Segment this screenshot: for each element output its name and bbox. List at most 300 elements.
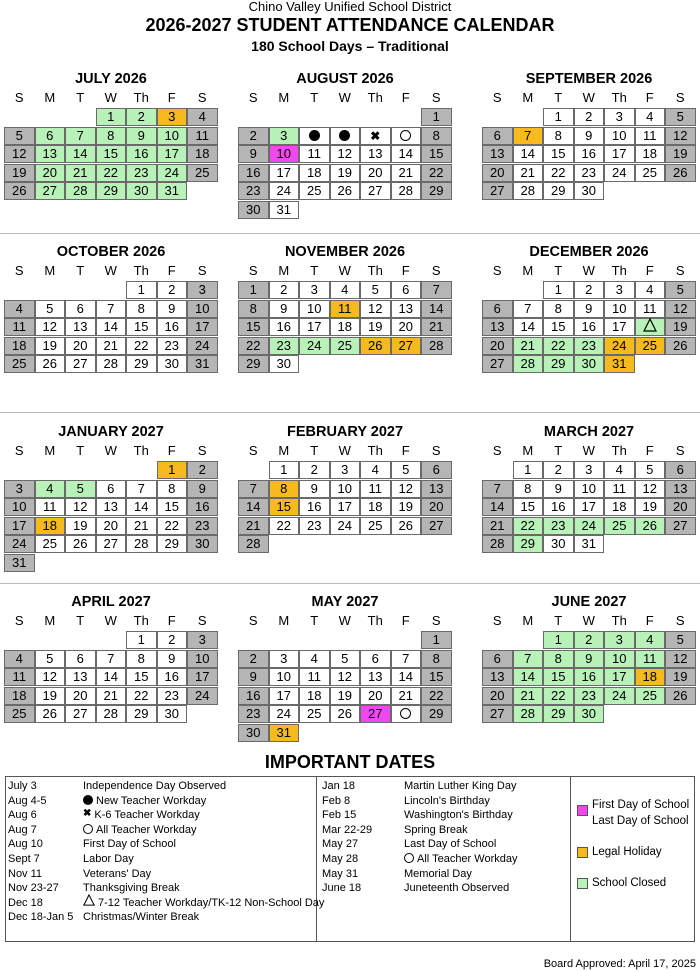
weekday-label: M [278, 613, 290, 628]
day-cell: 20 [35, 164, 66, 182]
day-cell: 29 [543, 182, 574, 200]
day-cell: 27 [35, 182, 66, 200]
day-cell: 24 [4, 535, 35, 553]
event-date: Sept 7 [8, 853, 40, 865]
day-cell: 22 [421, 164, 452, 182]
weekday-label: T [76, 443, 85, 458]
day-cell: 5 [330, 650, 361, 668]
weekday-label: W [582, 613, 595, 628]
day-cell: 2 [157, 281, 188, 299]
day-cell: 7 [96, 300, 127, 318]
weekday-label: W [338, 263, 351, 278]
weekday-label: S [14, 443, 24, 458]
weekday-label: S [14, 90, 24, 105]
day-cell: 5 [35, 650, 66, 668]
day-cell: 4 [635, 631, 666, 649]
day-cell: 1 [126, 281, 157, 299]
weekday-label: F [167, 613, 176, 628]
day-cell: 15 [421, 668, 452, 686]
day-cell: 30 [157, 355, 188, 373]
day-cell: 15 [269, 498, 300, 516]
weekday-label: S [197, 443, 207, 458]
day-cell: 16 [574, 318, 605, 336]
day-cell: 1 [157, 461, 188, 479]
day-cell: 21 [238, 517, 269, 535]
day-cell: 28 [96, 705, 127, 723]
day-cell: 16 [574, 668, 605, 686]
legend-label: Legal Holiday [592, 846, 662, 858]
day-cell: 28 [238, 535, 269, 553]
day-cell: 11 [4, 668, 35, 686]
day-cell: 28 [65, 182, 96, 200]
day-cell: 5 [391, 461, 422, 479]
day-cell: 13 [65, 318, 96, 336]
weekday-label: S [431, 443, 441, 458]
day-cell: 16 [157, 668, 188, 686]
day-cell: 1 [238, 281, 269, 299]
day-cell: 22 [238, 337, 269, 355]
day-cell: 9 [157, 300, 188, 318]
day-cell: 30 [574, 705, 605, 723]
weekday-label: W [104, 263, 117, 278]
event-text: Juneteenth Observed [404, 882, 510, 895]
event-text: Independence Day Observed [83, 780, 227, 792]
day-cell: 18 [360, 498, 391, 516]
day-cell: 27 [391, 337, 422, 355]
month-name: JUNE 2027 [551, 594, 627, 610]
day-cell: 21 [513, 337, 544, 355]
day-cell: 31 [157, 182, 188, 200]
weekday-label: M [44, 443, 56, 458]
day-cell: 18 [4, 687, 35, 705]
month-october-2026 [4, 243, 218, 403]
day-cell: 26 [330, 705, 361, 723]
day-cell [635, 318, 666, 336]
day-cell: 26 [65, 535, 96, 553]
day-cell: 19 [665, 318, 696, 336]
day-cell: 24 [574, 517, 605, 535]
event-description [83, 823, 196, 838]
day-cell: 18 [635, 145, 666, 163]
day-cell: 7 [421, 281, 452, 299]
day-cell: 24 [604, 687, 635, 705]
day-cell: 9 [574, 650, 605, 668]
weekday-label: T [310, 613, 319, 628]
day-cell: 23 [157, 337, 188, 355]
day-cell: 27 [65, 355, 96, 373]
legend-swatch [577, 805, 588, 816]
row-divider [0, 583, 700, 584]
day-cell: 17 [330, 498, 361, 516]
event-text: Spring Break [404, 823, 468, 836]
weekday-label: M [522, 613, 534, 628]
day-cell: 13 [360, 145, 391, 163]
day-cell: 10 [604, 127, 635, 145]
day-cell: 15 [513, 498, 544, 516]
day-cell: 23 [187, 517, 218, 535]
month-july-2026 [4, 70, 218, 230]
day-cell: 17 [269, 687, 300, 705]
event-date: Feb 8 [322, 794, 351, 807]
day-cell: 14 [482, 498, 513, 516]
day-cell: 9 [574, 127, 605, 145]
day-cell: 9 [269, 300, 300, 318]
day-cell: 19 [665, 668, 696, 686]
weekday-label: M [278, 90, 290, 105]
day-cell: 7 [126, 480, 157, 498]
day-cell: 24 [269, 705, 300, 723]
day-cell: 2 [574, 631, 605, 649]
day-cell: 24 [299, 337, 330, 355]
event-text: K-6 Teacher Workday [94, 809, 200, 822]
event-text: Last Day of School [404, 838, 497, 851]
filled-circle-icon [309, 130, 320, 141]
day-cell: 2 [574, 281, 605, 299]
weekday-label: W [582, 263, 595, 278]
day-cell: 26 [360, 337, 391, 355]
day-cell: 22 [513, 517, 544, 535]
day-cell: 8 [513, 480, 544, 498]
event-description [83, 881, 180, 896]
day-cell: 6 [360, 650, 391, 668]
weekday-label: S [197, 263, 207, 278]
day-cell: 26 [665, 337, 696, 355]
day-cell: 20 [65, 687, 96, 705]
day-cell: 25 [35, 535, 66, 553]
day-cell: 7 [482, 480, 513, 498]
day-cell: 23 [238, 182, 269, 200]
event-date: Aug 4-5 [8, 794, 47, 807]
day-cell [391, 127, 422, 145]
event-date: Dec 18-Jan 5 [8, 911, 74, 924]
day-cell: 11 [4, 318, 35, 336]
day-cell: 14 [513, 318, 544, 336]
event-date: Mar 22-29 [322, 823, 373, 836]
day-cell: 17 [299, 318, 330, 336]
day-cell: 12 [665, 300, 696, 318]
day-cell: 15 [157, 498, 188, 516]
day-cell: 31 [604, 355, 635, 373]
day-cell: 13 [482, 145, 513, 163]
day-cell: 30 [157, 705, 188, 723]
day-cell: 23 [238, 705, 269, 723]
day-cell: 11 [187, 127, 218, 145]
weekday-label: S [675, 613, 685, 628]
day-cell: 17 [187, 668, 218, 686]
day-cell: 6 [35, 127, 66, 145]
day-cell: 11 [604, 480, 635, 498]
day-cell: 15 [543, 318, 574, 336]
day-cell: 28 [513, 705, 544, 723]
day-cell: 4 [187, 108, 218, 126]
day-cell: 15 [543, 145, 574, 163]
event-date: May 31 [322, 867, 359, 880]
day-cell: 3 [269, 650, 300, 668]
day-cell: 8 [126, 650, 157, 668]
weekday-label: T [310, 443, 319, 458]
day-cell: 29 [238, 355, 269, 373]
weekday-label: M [278, 263, 290, 278]
day-cell: 10 [187, 300, 218, 318]
weekday-label: W [338, 443, 351, 458]
day-cell: 6 [482, 650, 513, 668]
day-cell: 18 [330, 318, 361, 336]
day-cell: 5 [665, 631, 696, 649]
day-cell: 12 [665, 650, 696, 668]
month-name: NOVEMBER 2026 [284, 244, 406, 260]
day-cell: 15 [126, 318, 157, 336]
event-text: Christmas/Winter Break [83, 911, 200, 924]
weekday-label: W [338, 613, 351, 628]
month-name: MAY 2027 [311, 594, 379, 610]
day-cell: 30 [238, 201, 269, 219]
day-cell: 12 [330, 668, 361, 686]
event-text: All Teacher Workday [417, 853, 518, 865]
day-cell: 22 [543, 337, 574, 355]
day-cell: 20 [391, 318, 422, 336]
day-cell: 28 [421, 337, 452, 355]
day-cell: 21 [96, 687, 127, 705]
day-cell: 25 [635, 164, 666, 182]
triangle-icon [643, 318, 657, 336]
weekday-label: Th [133, 90, 149, 105]
day-cell: 10 [269, 668, 300, 686]
event-description [83, 852, 134, 867]
day-cell: 7 [96, 650, 127, 668]
weekday-label: M [522, 443, 534, 458]
day-cell: 8 [543, 650, 574, 668]
month-august-2026 [238, 70, 452, 230]
day-cell: 11 [635, 127, 666, 145]
day-cell: 8 [543, 300, 574, 318]
day-cell: 15 [238, 318, 269, 336]
open-circle-icon [400, 708, 411, 719]
day-cell: 21 [421, 318, 452, 336]
day-cell: 16 [299, 498, 330, 516]
event-description [404, 808, 513, 823]
event-date: Dec 18 [8, 896, 43, 909]
day-cell: 1 [543, 631, 574, 649]
event-description [404, 837, 496, 852]
event-text: New Teacher Workday [96, 794, 207, 807]
weekday-label: T [76, 263, 85, 278]
day-cell: 20 [482, 164, 513, 182]
day-cell: 12 [35, 318, 66, 336]
day-cell: 6 [421, 461, 452, 479]
day-cell: 6 [65, 650, 96, 668]
event-description [404, 852, 517, 867]
day-cell: 8 [96, 127, 127, 145]
day-cell: 29 [421, 705, 452, 723]
day-cell: 6 [482, 127, 513, 145]
day-cell: 22 [157, 517, 188, 535]
day-cell: 27 [482, 705, 513, 723]
weekday-label: Th [367, 613, 383, 628]
day-cell: 12 [391, 480, 422, 498]
filled-circle-icon [83, 795, 93, 805]
day-cell: 31 [4, 554, 35, 572]
day-cell: 2 [157, 631, 188, 649]
event-text: Memorial Day [404, 867, 472, 880]
day-cell: 6 [391, 281, 422, 299]
day-cell: 14 [96, 318, 127, 336]
day-cell: 28 [482, 535, 513, 553]
weekday-label: F [401, 90, 410, 105]
weekday-label: S [492, 263, 502, 278]
district-name: Chino Valley Unified School District [248, 0, 452, 14]
day-cell: 9 [126, 127, 157, 145]
weekday-label: Th [611, 613, 627, 628]
day-cell: 26 [35, 705, 66, 723]
day-cell: 13 [391, 300, 422, 318]
day-cell: 23 [157, 687, 188, 705]
day-cell: 2 [126, 108, 157, 126]
month-april-2027 [4, 593, 218, 753]
day-cell: 17 [187, 318, 218, 336]
day-cell: 3 [187, 281, 218, 299]
day-cell: 9 [187, 480, 218, 498]
month-september-2026 [482, 70, 696, 230]
weekday-label: S [431, 613, 441, 628]
day-cell: 26 [391, 517, 422, 535]
weekday-label: S [492, 90, 502, 105]
day-cell: 30 [269, 355, 300, 373]
day-cell: 31 [269, 201, 300, 219]
day-cell [360, 127, 391, 145]
page-subtitle: 180 School Days – Traditional [251, 38, 449, 54]
day-cell: 31 [187, 355, 218, 373]
day-cell: 21 [96, 337, 127, 355]
day-cell: 9 [238, 145, 269, 163]
day-cell: 25 [604, 517, 635, 535]
weekday-label: S [675, 263, 685, 278]
legend-swatch [577, 847, 588, 858]
weekday-label: M [522, 90, 534, 105]
open-circle-icon [83, 824, 93, 834]
day-cell: 8 [543, 127, 574, 145]
day-cell: 29 [543, 705, 574, 723]
month-name: DECEMBER 2026 [529, 244, 649, 260]
weekday-label: S [675, 443, 685, 458]
day-cell: 19 [330, 687, 361, 705]
day-cell: 25 [299, 705, 330, 723]
day-cell: 7 [513, 127, 544, 145]
day-cell: 5 [665, 108, 696, 126]
day-cell: 10 [604, 650, 635, 668]
day-cell: 7 [391, 650, 422, 668]
weekday-label: Th [133, 613, 149, 628]
day-cell: 18 [299, 164, 330, 182]
day-cell: 10 [157, 127, 188, 145]
day-cell: 22 [126, 337, 157, 355]
day-cell: 14 [65, 145, 96, 163]
weekday-label: S [197, 613, 207, 628]
day-cell: 27 [421, 517, 452, 535]
weekday-label: Th [133, 263, 149, 278]
day-cell: 23 [269, 337, 300, 355]
day-cell: 25 [330, 337, 361, 355]
weekday-label: S [14, 263, 24, 278]
day-cell: 12 [330, 145, 361, 163]
day-cell: 14 [513, 145, 544, 163]
day-cell: 5 [635, 461, 666, 479]
day-cell: 18 [604, 498, 635, 516]
weekday-label: S [675, 90, 685, 105]
day-cell: 11 [330, 300, 361, 318]
day-cell: 17 [604, 668, 635, 686]
day-cell: 16 [126, 145, 157, 163]
event-date: Nov 23-27 [8, 882, 59, 895]
row-divider [0, 233, 700, 234]
day-cell: 7 [238, 480, 269, 498]
page-title: 2026-2027 STUDENT ATTENDANCE CALENDAR [145, 15, 555, 35]
day-cell: 18 [299, 687, 330, 705]
day-cell: 16 [238, 687, 269, 705]
day-cell: 3 [4, 480, 35, 498]
event-text: Thanksgiving Break [83, 882, 180, 895]
month-name: SEPTEMBER 2026 [525, 71, 653, 87]
weekday-label: S [492, 443, 502, 458]
day-cell: 26 [4, 182, 35, 200]
day-cell: 16 [157, 318, 188, 336]
month-name: APRIL 2027 [71, 594, 151, 610]
event-description [83, 896, 324, 911]
day-cell: 2 [238, 650, 269, 668]
day-cell: 19 [35, 687, 66, 705]
month-name: FEBRUARY 2027 [286, 424, 404, 440]
day-cell: 10 [604, 300, 635, 318]
day-cell: 20 [421, 498, 452, 516]
weekday-label: T [554, 263, 563, 278]
weekday-label: T [554, 443, 563, 458]
day-cell: 9 [299, 480, 330, 498]
event-text: 7-12 Teacher Workday/TK-12 Non-School Day [98, 897, 325, 909]
day-cell: 20 [96, 517, 127, 535]
legend-swatch [577, 878, 588, 889]
day-cell: 15 [421, 145, 452, 163]
day-cell: 5 [35, 300, 66, 318]
day-cell: 21 [126, 517, 157, 535]
row-divider [0, 412, 700, 413]
day-cell: 4 [604, 461, 635, 479]
day-cell: 18 [635, 668, 666, 686]
x-mark-icon: ✖ [83, 807, 92, 819]
day-cell: 12 [635, 480, 666, 498]
day-cell: 6 [482, 300, 513, 318]
day-cell: 26 [35, 355, 66, 373]
day-cell: 27 [360, 182, 391, 200]
day-cell: 12 [4, 145, 35, 163]
day-cell: 31 [269, 724, 300, 742]
event-text: Veterans' Day [83, 867, 152, 880]
day-cell: 16 [574, 145, 605, 163]
day-cell: 8 [421, 650, 452, 668]
day-cell: 20 [482, 337, 513, 355]
day-cell: 26 [665, 164, 696, 182]
day-cell: 20 [360, 687, 391, 705]
day-cell: 19 [65, 517, 96, 535]
day-cell: 1 [96, 108, 127, 126]
event-date: June 18 [322, 882, 362, 895]
day-cell: 10 [187, 650, 218, 668]
day-cell: 15 [96, 145, 127, 163]
weekday-label: M [44, 613, 56, 628]
weekday-label: F [167, 263, 176, 278]
day-cell: 6 [96, 480, 127, 498]
day-cell: 13 [96, 498, 127, 516]
event-description [404, 881, 509, 896]
event-text: All Teacher Workday [96, 823, 197, 836]
